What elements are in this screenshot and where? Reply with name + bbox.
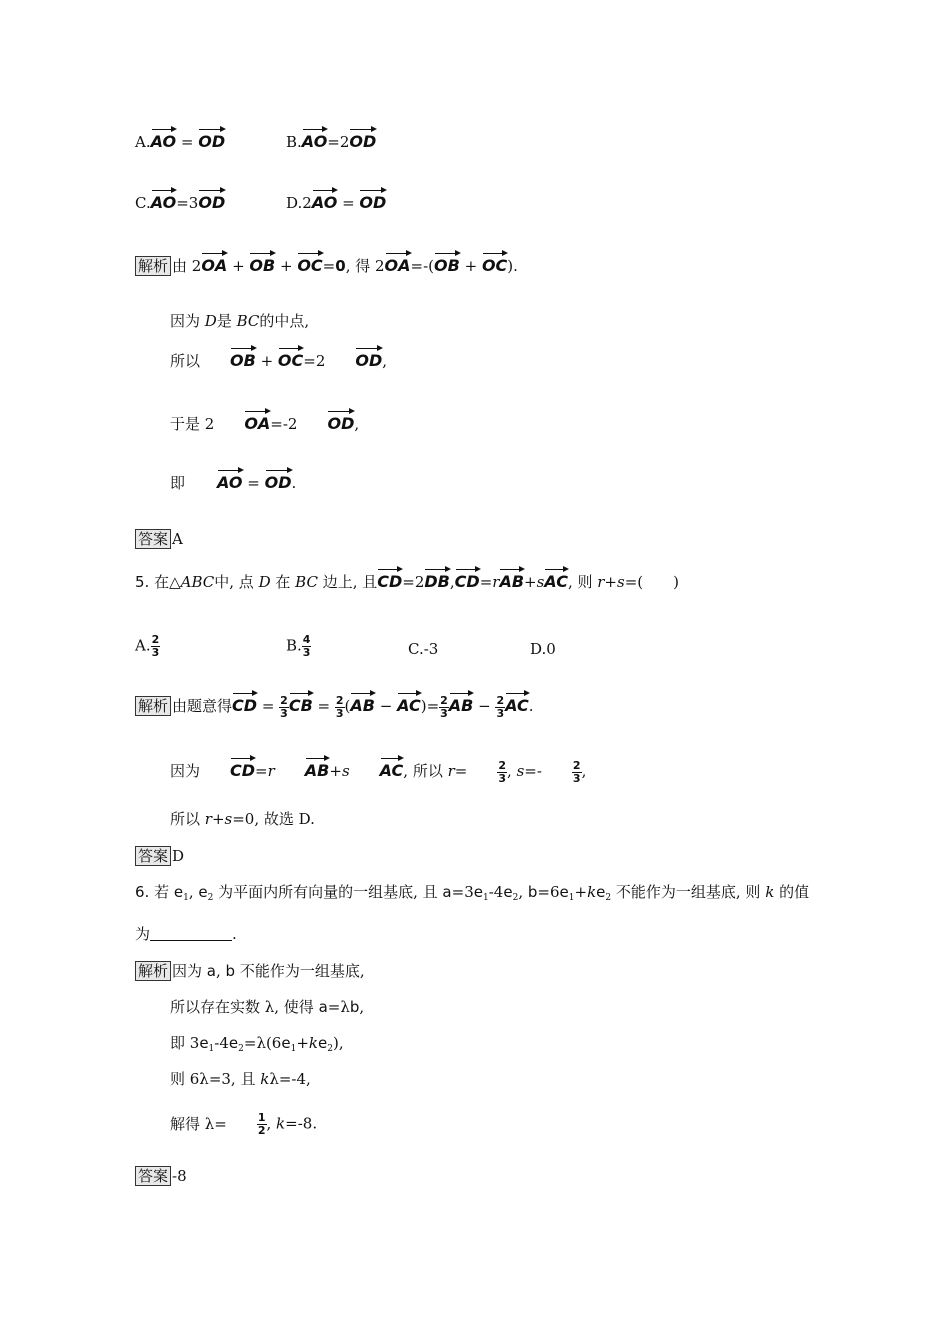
text: , bbox=[449, 573, 455, 591]
question-number: 6. bbox=[135, 883, 150, 901]
text: a bbox=[442, 883, 452, 901]
text: 的值 bbox=[774, 883, 810, 901]
text: r+s bbox=[204, 810, 233, 828]
text: , 则 bbox=[567, 573, 598, 591]
text: λ=-4, bbox=[269, 1070, 311, 1088]
text: =2 bbox=[402, 573, 425, 591]
text: 3 bbox=[440, 706, 448, 720]
option-c bbox=[135, 187, 225, 214]
text: ABC bbox=[180, 573, 215, 591]
text: 2 bbox=[151, 633, 160, 646]
text: e bbox=[473, 883, 483, 901]
text: e bbox=[559, 883, 569, 901]
text: . bbox=[528, 697, 534, 715]
vector: CD bbox=[232, 690, 257, 714]
analysis-line bbox=[170, 345, 387, 372]
option-label: C. bbox=[135, 194, 151, 212]
vector: OD bbox=[349, 126, 376, 150]
text: e bbox=[198, 883, 208, 901]
vector: OA bbox=[201, 250, 227, 274]
text: =0, 故选 D. bbox=[232, 810, 315, 828]
text: s bbox=[536, 573, 545, 591]
text: =λ(6 bbox=[243, 1034, 282, 1052]
text: -4 bbox=[488, 883, 504, 901]
text: = bbox=[312, 697, 335, 715]
answer-blank bbox=[150, 926, 232, 941]
analysis-tag: 解析 bbox=[135, 961, 171, 981]
text: 2 bbox=[572, 758, 581, 772]
text: 所以 bbox=[170, 352, 201, 370]
text: = bbox=[242, 474, 265, 492]
fraction bbox=[279, 695, 289, 720]
fraction bbox=[572, 760, 582, 785]
vector: OC bbox=[297, 250, 322, 274]
text: 即 bbox=[170, 474, 186, 492]
text: + bbox=[459, 257, 482, 275]
vector: OC bbox=[278, 345, 303, 369]
analysis-line bbox=[170, 1068, 311, 1090]
vector: AB bbox=[350, 690, 375, 714]
text: 因为 bbox=[172, 962, 207, 980]
vector: AC bbox=[505, 690, 529, 714]
text: 边上, 且 bbox=[317, 573, 378, 591]
text: 2 bbox=[335, 693, 344, 707]
vector: CB bbox=[289, 690, 313, 714]
text: 3 bbox=[151, 646, 160, 659]
analysis-line bbox=[170, 1112, 317, 1137]
text: 3 bbox=[572, 771, 581, 785]
text: − bbox=[473, 697, 496, 715]
vector: CD bbox=[230, 755, 255, 779]
text: =-8. bbox=[285, 1114, 318, 1133]
vector: CD bbox=[377, 566, 402, 590]
text: =2 bbox=[303, 352, 326, 370]
vector: AO bbox=[151, 126, 177, 150]
option-label: A. bbox=[135, 133, 151, 151]
text: BC bbox=[236, 312, 260, 330]
text: 1 bbox=[568, 893, 575, 903]
fraction bbox=[495, 695, 505, 720]
vector: AB bbox=[449, 690, 474, 714]
text: 3 bbox=[496, 706, 505, 720]
text: 2 bbox=[327, 1044, 333, 1054]
vector: AC bbox=[380, 755, 404, 779]
question-6-line2 bbox=[135, 923, 237, 945]
text: 由 2 bbox=[172, 257, 202, 275]
option-label: B. bbox=[286, 133, 302, 151]
text: k bbox=[765, 883, 775, 901]
text: )= bbox=[420, 697, 440, 715]
text: , bbox=[354, 415, 360, 433]
vector: AB bbox=[499, 566, 524, 590]
text: k bbox=[276, 1114, 286, 1133]
text: k bbox=[308, 1034, 318, 1052]
text: k bbox=[587, 883, 597, 901]
text: 0 bbox=[546, 640, 556, 658]
answer-value: D bbox=[172, 847, 185, 865]
text: -3 bbox=[423, 640, 439, 658]
option-b bbox=[286, 126, 376, 153]
text: 1 bbox=[482, 893, 489, 903]
text: = bbox=[176, 133, 199, 151]
option-label: D. bbox=[286, 194, 303, 212]
text: . bbox=[232, 925, 237, 943]
text: ( bbox=[344, 697, 351, 715]
text: =6 bbox=[537, 883, 560, 901]
fraction bbox=[302, 634, 312, 659]
fraction bbox=[497, 760, 507, 785]
text: = bbox=[479, 573, 493, 591]
text: = bbox=[322, 257, 336, 275]
text: + bbox=[275, 257, 298, 275]
text: 3 bbox=[280, 706, 288, 720]
text: + bbox=[227, 257, 250, 275]
analysis-line bbox=[170, 996, 364, 1018]
text: 在 bbox=[270, 573, 296, 591]
text: =- bbox=[524, 762, 542, 780]
vector: AO bbox=[217, 467, 243, 491]
text: 是 bbox=[216, 312, 237, 330]
text: D bbox=[258, 573, 271, 591]
option-a bbox=[135, 126, 225, 153]
answer-value: A bbox=[172, 530, 183, 548]
text: 1 bbox=[183, 893, 189, 903]
vector: OA bbox=[385, 250, 411, 274]
text: , bbox=[518, 883, 528, 901]
text: k bbox=[260, 1070, 270, 1088]
text: , bbox=[216, 962, 226, 980]
vector: AO bbox=[312, 187, 338, 211]
vector: OB bbox=[434, 250, 460, 274]
text: + bbox=[524, 573, 537, 591]
text: = bbox=[454, 762, 468, 780]
option-label: D. bbox=[530, 640, 547, 658]
q5-option-a bbox=[135, 634, 160, 659]
vector: AO bbox=[151, 187, 177, 211]
analysis-line bbox=[135, 690, 534, 720]
analysis-line bbox=[135, 960, 365, 982]
fraction bbox=[335, 695, 345, 720]
answer-line bbox=[135, 528, 183, 550]
text: =( ) bbox=[624, 573, 679, 591]
text: 2 bbox=[496, 693, 505, 707]
text: 即 3 bbox=[170, 1034, 200, 1052]
vector: OD bbox=[327, 408, 354, 432]
text: 的中点, bbox=[259, 312, 310, 330]
vector: OB bbox=[230, 345, 256, 369]
option-label: B. bbox=[286, 636, 302, 655]
answer-value: -8 bbox=[172, 1167, 187, 1185]
vector: OD bbox=[198, 126, 225, 150]
analysis-line bbox=[170, 467, 296, 494]
text: a bbox=[206, 962, 216, 980]
vector: DB bbox=[424, 566, 449, 590]
answer-tag: 答案 bbox=[135, 1166, 171, 1186]
text: e bbox=[173, 883, 184, 901]
vector: OD bbox=[355, 345, 382, 369]
vector: AO bbox=[302, 126, 328, 150]
text: =3 bbox=[176, 194, 199, 212]
question-6-stem bbox=[135, 881, 809, 909]
text: b bbox=[527, 883, 538, 901]
text: , bbox=[581, 762, 587, 780]
text: 因为 bbox=[170, 312, 205, 330]
fraction bbox=[257, 1112, 267, 1137]
text: 不能作为一组基底, bbox=[235, 962, 365, 980]
text: 2 bbox=[238, 1044, 244, 1054]
text: s bbox=[516, 762, 525, 780]
text: 则 6λ=3, 且 bbox=[170, 1070, 261, 1088]
text: 若 bbox=[149, 883, 174, 901]
vector: OD bbox=[359, 187, 386, 211]
analysis-line bbox=[135, 250, 518, 277]
option-label: C. bbox=[408, 640, 424, 658]
fraction bbox=[151, 634, 161, 659]
analysis-line bbox=[170, 808, 315, 830]
text: 2 bbox=[605, 893, 612, 903]
vector: AC bbox=[544, 566, 568, 590]
text: , bbox=[382, 352, 388, 370]
text: 解得 λ= bbox=[170, 1114, 227, 1133]
text: ), bbox=[332, 1034, 344, 1052]
text: , bbox=[266, 1114, 277, 1133]
text: 所以 bbox=[170, 810, 205, 828]
text: =3 bbox=[451, 883, 474, 901]
analysis-line bbox=[170, 755, 586, 785]
text: 3 bbox=[335, 706, 344, 720]
vector: AC bbox=[397, 690, 421, 714]
text: 为 bbox=[135, 925, 151, 943]
text: − bbox=[374, 697, 398, 715]
text: + bbox=[296, 1034, 309, 1052]
text: D bbox=[204, 312, 217, 330]
option-d bbox=[286, 187, 386, 214]
text: . bbox=[291, 474, 297, 492]
vector: CD bbox=[455, 566, 480, 590]
text: e bbox=[596, 883, 606, 901]
analysis-tag: 解析 bbox=[135, 696, 171, 716]
vector: OD bbox=[198, 187, 225, 211]
vector: OA bbox=[244, 408, 270, 432]
fraction bbox=[439, 695, 449, 720]
answer-tag: 答案 bbox=[135, 846, 171, 866]
text: e bbox=[318, 1034, 328, 1052]
question-5-stem bbox=[135, 566, 679, 593]
answer-line bbox=[135, 1165, 187, 1187]
text: 2 bbox=[207, 893, 214, 903]
text: 中, 点 bbox=[214, 573, 259, 591]
text: + bbox=[255, 352, 278, 370]
text: e bbox=[199, 1034, 209, 1052]
text: e bbox=[503, 883, 513, 901]
text: =λ bbox=[327, 998, 350, 1016]
text: 在△ bbox=[149, 573, 181, 591]
text: , bbox=[507, 762, 517, 780]
text: 2 bbox=[440, 693, 448, 707]
text: 3 bbox=[498, 771, 507, 785]
text: e bbox=[281, 1034, 291, 1052]
text: , 所以 bbox=[403, 762, 448, 780]
text: 1 bbox=[208, 1044, 215, 1054]
text: ). bbox=[507, 257, 518, 275]
vector: OB bbox=[249, 250, 275, 274]
text: r+s bbox=[597, 573, 625, 591]
text: , 得 2 bbox=[345, 257, 385, 275]
text: 2 bbox=[302, 194, 312, 212]
text: 2 bbox=[512, 893, 519, 903]
text: = bbox=[257, 697, 280, 715]
q5-option-c bbox=[408, 638, 438, 660]
analysis-tag: 解析 bbox=[135, 256, 171, 276]
text: =-2 bbox=[270, 415, 298, 433]
text: r bbox=[267, 762, 275, 780]
q5-option-d bbox=[530, 638, 556, 660]
text: + bbox=[574, 883, 588, 901]
text: + bbox=[329, 762, 342, 780]
text: b bbox=[225, 962, 236, 980]
answer-line bbox=[135, 845, 184, 867]
text: -4 bbox=[214, 1034, 229, 1052]
text: 由题意得 bbox=[172, 697, 233, 715]
text: 4 bbox=[302, 633, 311, 646]
text: 2 bbox=[280, 693, 288, 707]
analysis-line bbox=[170, 1032, 344, 1060]
answer-tag: 答案 bbox=[135, 529, 171, 549]
analysis-line bbox=[170, 408, 359, 435]
q5-option-b bbox=[286, 634, 311, 659]
question-number: 5. bbox=[135, 573, 150, 591]
text: , bbox=[188, 883, 199, 901]
analysis-line bbox=[170, 310, 309, 332]
text: =-( bbox=[410, 257, 435, 275]
vector: OD bbox=[265, 467, 292, 491]
text: 1 bbox=[290, 1044, 297, 1054]
text: 于是 2 bbox=[170, 415, 215, 433]
text: 2 bbox=[498, 758, 507, 772]
text: =2 bbox=[327, 133, 350, 151]
text: s bbox=[341, 762, 350, 780]
text: e bbox=[228, 1034, 239, 1052]
text: r bbox=[447, 762, 455, 780]
text: = bbox=[337, 194, 360, 212]
text: 3 bbox=[302, 646, 311, 659]
option-label: A. bbox=[135, 636, 151, 655]
text: = bbox=[255, 762, 268, 780]
text: 不能作为一组基底, 则 bbox=[611, 883, 766, 901]
text: 所以存在实数 λ, 使得 bbox=[170, 998, 319, 1016]
text: 1 bbox=[257, 1111, 266, 1124]
vector: OC bbox=[482, 250, 507, 274]
text: , bbox=[359, 998, 365, 1016]
text: r bbox=[492, 573, 500, 591]
text: 为平面内所有向量的一组基底, 且 bbox=[213, 883, 443, 901]
text: 因为 bbox=[170, 762, 201, 780]
vector: AB bbox=[305, 755, 330, 779]
text: a bbox=[318, 998, 328, 1016]
text: b bbox=[349, 998, 360, 1016]
text: 0 bbox=[335, 257, 346, 275]
text: 2 bbox=[257, 1124, 266, 1137]
text: BC bbox=[295, 573, 318, 591]
